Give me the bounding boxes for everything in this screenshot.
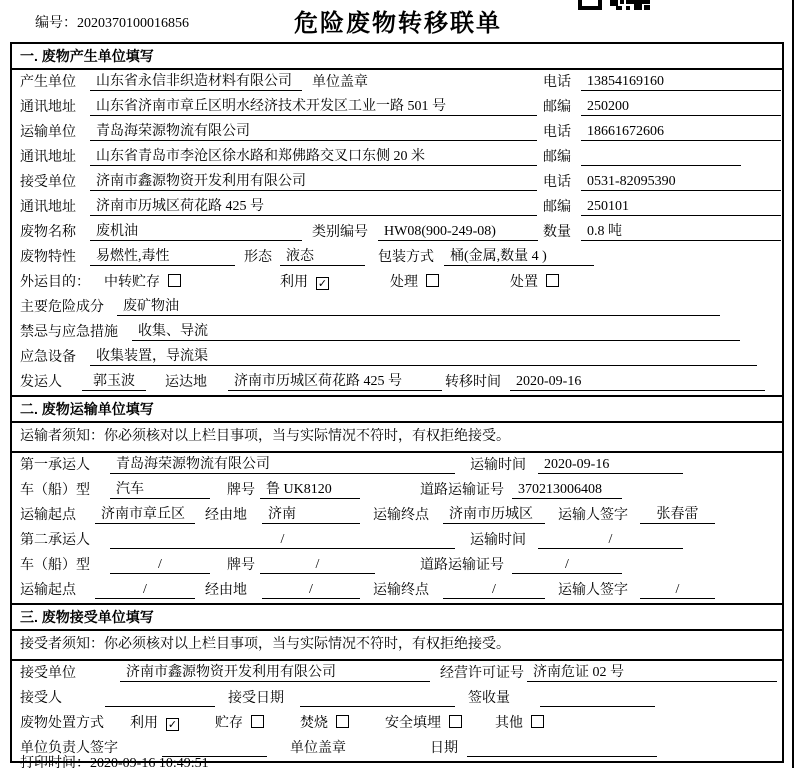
producer-address-label: 通讯地址 [20,100,76,115]
transfer-time-label: 转移时间 [445,375,501,390]
disposal-landfill-label: 安全填埋 [385,716,441,731]
print-time-label: 打印时间： [20,756,90,768]
vehicle-type-1-label: 车（船）型 [20,483,90,498]
receiver-notice [20,633,510,653]
row-second-carrier [12,528,782,553]
transporter-phone-label: 电话 [543,125,571,140]
hazard-component-label: 主要危险成分 [20,300,104,315]
destination-label: 运达地 [165,375,207,390]
transport-time-2-value: / [538,532,683,549]
disposal-option-incinerate [300,712,349,732]
row-accept-unit [12,661,782,686]
first-carrier-label: 第一承运人 [20,458,90,473]
waste-category-label: 类别编号 [312,225,368,240]
row-route-2 [12,578,782,603]
row-export-purpose [12,270,782,295]
transporter-label: 运输单位 [20,125,76,140]
transporter-address-label: 通讯地址 [20,150,76,165]
first-carrier-value: 青岛海荣源物流有限公司 [110,453,455,474]
row-waste-name [12,220,782,245]
end-2-value: / [443,582,545,599]
row-receiver-address [12,195,782,220]
waste-qty-value: 0.8 吨 [581,220,781,241]
row-first-carrier [12,453,782,478]
disposal-store-label: 贮存 [215,716,243,731]
waste-form-value: 液态 [280,245,365,266]
section-3-header: 三. 废物接受单位填写 [12,603,782,631]
section-1-header: 一. 废物产生单位填写 [12,44,782,70]
producer-value: 山东省永信非织造材料有限公司 [90,70,302,91]
transporter-zip-label: 邮编 [543,150,571,165]
acceptor-label: 接受人 [20,691,62,706]
transporter-notice-text: 你必须核对以上栏目事项，当与实际情况不符时，有权拒绝接受。 [104,429,510,444]
page-title: 危险废物转移联单 [294,10,502,37]
receiver-notice-text: 你必须核对以上栏目事项，当与实际情况不符时，有权拒绝接受。 [104,637,510,652]
row-disposal-method [12,711,782,736]
emergency-equipment-value: 收集装置，导流渠 [90,345,757,366]
disposal-landfill-checkbox [449,715,462,728]
section-2 [12,423,782,603]
road-permit-2-value: / [512,557,622,574]
end-1-value: 济南市历城区 [443,503,545,524]
row-receiver [12,170,782,195]
disposal-store-checkbox [251,715,264,728]
receiver-value: 济南市鑫源物资开发利用有限公司 [90,170,537,191]
waste-character-value: 易燃性,毒性 [90,245,235,266]
carrier-sign-1-label: 运输人签字 [558,508,628,523]
producer-address-value: 山东省济南市章丘区明水经济技术开发区工业一路 501 号 [90,95,537,116]
end-2-label: 运输终点 [373,583,429,598]
purpose-utilize-label: 利用 [280,275,308,290]
purpose-treat-checkbox [426,274,439,287]
shipper-label: 发运人 [20,375,62,390]
shipper-value: 郭玉波 [82,370,146,391]
plate-1-label: 牌号 [227,483,255,498]
transport-time-1-value: 2020-09-16 [538,457,683,474]
doc-number-label: 编号： [35,16,77,31]
row-transporter [12,120,782,145]
producer-label: 产生单位 [20,75,76,90]
packing-label: 包装方式 [378,250,434,265]
receiver-label: 接受单位 [20,175,76,190]
accept-unit-value: 济南市鑫源物资开发利用有限公司 [120,661,430,682]
road-permit-2-label: 道路运输证号 [420,558,504,573]
via-1-value: 济南 [262,503,360,524]
disposal-incinerate-checkbox [336,715,349,728]
row-dispatch [12,370,782,395]
unit-seal-label: 单位盖章 [290,741,346,756]
disposal-option-other [495,712,544,732]
transporter-phone-value: 18661672606 [581,124,781,141]
second-carrier-label: 第二承运人 [20,533,90,548]
via-2-value: / [262,582,360,599]
accept-date-label: 接受日期 [228,691,284,706]
hazard-component-value: 废矿物油 [117,295,720,316]
row-vehicle-2 [12,553,782,578]
license-value: 济南危证 02 号 [527,661,777,682]
section-1 [12,70,782,395]
via-1-label: 经由地 [205,508,247,523]
purpose-option-treat [390,271,439,291]
origin-2-label: 运输起点 [20,583,76,598]
receiver-zip-label: 邮编 [543,200,571,215]
manifest-form-table [10,42,784,763]
second-carrier-value: / [110,532,455,549]
row-producer [12,70,782,95]
purpose-option-transfer-storage [104,271,181,291]
section-3 [12,631,782,761]
transport-time-2-label: 运输时间 [470,533,526,548]
accept-unit-label: 接受单位 [20,666,76,681]
road-permit-1-label: 道路运输证号 [420,483,504,498]
row-transporter-notice [12,423,782,453]
acceptor-value [105,706,215,707]
disposal-option-landfill [385,712,462,732]
purpose-dispose-label: 处置 [510,275,538,290]
transfer-time-value: 2020-09-16 [510,374,765,391]
plate-1-value: 鲁 UK8120 [260,478,360,499]
seal-date-value [467,756,657,757]
row-waste-character [12,245,782,270]
carrier-sign-2-value: / [640,582,715,599]
vehicle-type-2-value: / [110,557,210,574]
row-transporter-address [12,145,782,170]
receiver-address-label: 通讯地址 [20,200,76,215]
producer-seal-label: 单位盖章 [312,75,368,90]
via-2-label: 经由地 [205,583,247,598]
row-emergency-measures [12,320,782,345]
receiver-phone-label: 电话 [543,175,571,190]
disposal-utilize-checkbox: ✓ [167,718,178,731]
print-time [20,752,209,768]
row-receiver-notice [12,631,782,661]
emergency-equipment-label: 应急设备 [20,350,76,365]
transport-time-1-label: 运输时间 [470,458,526,473]
origin-2-value: / [95,582,195,599]
destination-value: 济南市历城区荷花路 425 号 [228,370,442,391]
vehicle-type-1-value: 汽车 [110,478,210,499]
print-time-value: 2020-09-16 10:49:51 [90,756,209,768]
section-2-header: 二. 废物运输单位填写 [12,395,782,423]
row-emergency-equipment [12,345,782,370]
transporter-zip-value [581,165,741,166]
qr-code-fragment [578,0,650,10]
head-signature-label: 单位负责人签字 [20,741,118,756]
row-vehicle-1 [12,478,782,503]
emergency-measures-value: 收集、导流 [132,320,740,341]
disposal-option-store [215,712,264,732]
receiver-zip-value: 250101 [581,199,781,216]
origin-1-label: 运输起点 [20,508,76,523]
disposal-utilize-label: 利用 [130,716,158,731]
purpose-utilize-checkbox: ✓ [317,277,328,290]
producer-phone-label: 电话 [543,75,571,90]
sign-amount-value [540,706,655,707]
transporter-address-value: 山东省青岛市李沧区徐水路和郑佛路交叉口东侧 20 米 [90,145,537,166]
origin-1-value: 济南市章丘区 [95,503,195,524]
purpose-transfer-storage-label: 中转贮存 [104,275,160,290]
accept-date-value [300,706,455,707]
producer-zip-value: 250200 [581,99,781,116]
disposal-option-utilize [130,712,179,732]
seal-date-label: 日期 [430,741,458,756]
purpose-option-dispose [510,271,559,291]
receiver-address-value: 济南市历城区荷花路 425 号 [90,195,537,216]
producer-zip-label: 邮编 [543,100,571,115]
waste-character-label: 废物特性 [20,250,76,265]
purpose-option-utilize [280,271,329,291]
receiver-notice-label: 接受者须知： [20,637,104,652]
row-producer-address [12,95,782,120]
disposal-method-label: 废物处置方式 [20,716,104,731]
plate-2-label: 牌号 [227,558,255,573]
row-acceptor [12,686,782,711]
license-label: 经营许可证号 [440,666,524,681]
road-permit-1-value: 370213006408 [512,482,622,499]
row-hazard-component [12,295,782,320]
producer-phone-value: 13854169160 [581,74,781,91]
transporter-notice [20,425,510,445]
carrier-sign-1-value: 张春雷 [640,503,715,524]
doc-number-value: 2020370100016856 [77,16,189,31]
emergency-measures-label: 禁忌与应急措施 [20,325,118,340]
transporter-value: 青岛海荣源物流有限公司 [90,120,537,141]
vehicle-type-2-label: 车（船）型 [20,558,90,573]
purpose-transfer-storage-checkbox [168,274,181,287]
purpose-treat-label: 处理 [390,275,418,290]
waste-form-label: 形态 [244,250,272,265]
receiver-phone-value: 0531-82095390 [581,174,781,191]
packing-value: 桶(金属,数量 4 ) [444,245,594,266]
waste-qty-label: 数量 [543,225,571,240]
waste-category-value: HW08(900-249-08) [378,224,538,241]
page-edge-line [792,0,794,768]
transporter-notice-label: 运输者须知： [20,429,104,444]
disposal-other-checkbox [531,715,544,728]
sign-amount-label: 签收量 [468,691,510,706]
end-1-label: 运输终点 [373,508,429,523]
disposal-incinerate-label: 焚烧 [300,716,328,731]
purpose-dispose-checkbox [546,274,559,287]
waste-name-value: 废机油 [90,220,302,241]
waste-name-label: 废物名称 [20,225,76,240]
carrier-sign-2-label: 运输人签字 [558,583,628,598]
export-purpose-label: 外运目的： [20,275,90,290]
plate-2-value: / [260,557,375,574]
row-route-1 [12,503,782,528]
disposal-other-label: 其他 [495,716,523,731]
